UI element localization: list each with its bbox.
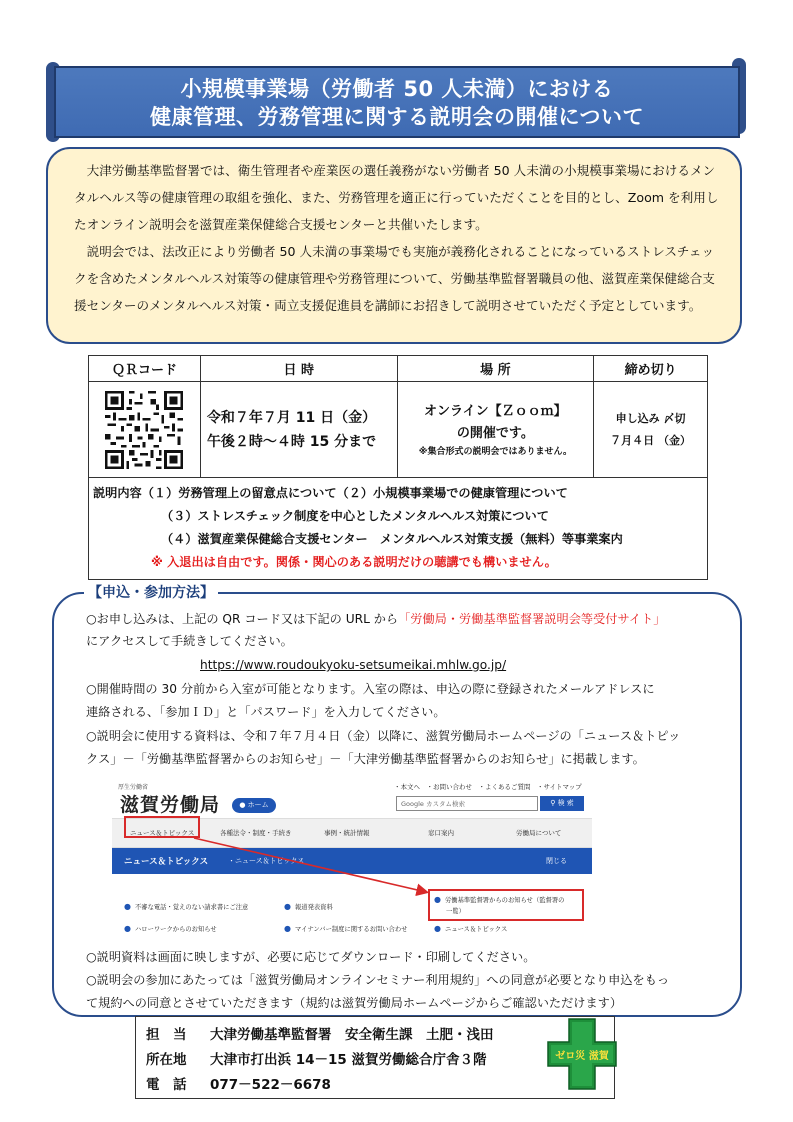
website-search-label: 検 索	[557, 799, 574, 807]
home-icon: ●	[239, 801, 246, 809]
title-line-2: 健康管理、労務管理に関する説明会の開催について	[149, 105, 645, 129]
contents-note: ※ 入退出は自由です。関係・関心のある説明だけの聴講でも構いません。	[151, 555, 557, 569]
contact-label-address: 所在地	[146, 1052, 187, 1068]
title-line-1: 小規模事業場（労働者 50 人未満）における	[180, 77, 614, 101]
qr-code-cell	[89, 382, 201, 478]
place-cell	[397, 382, 594, 478]
website-ministry-text: 厚生労働省	[118, 784, 149, 791]
datetime-line-1: 令和７年７月 11 日（金）	[206, 409, 377, 426]
website-nav-laws[interactable]: 各種法令・制度・手続き	[220, 829, 292, 837]
apply-line-6: クス」－「労働基準監督署からのお知らせ」－「大津労働基準監督署からのお知らせ」に掲載します。	[86, 752, 645, 766]
website-bar-close[interactable]: 閉じる	[546, 857, 567, 865]
apply-site-link[interactable]: 「労働局・労働基準監督署説明会等受付サイト」	[398, 612, 666, 626]
contents-line-2: （３）ストレスチェック制度を中心としたメンタルヘルス対策について	[161, 509, 549, 523]
header-place: 場 所	[397, 356, 594, 382]
badge-text: ゼロ災 滋賀	[555, 1051, 609, 1062]
contact-value-person: 大津労働基準監督署 安全衛生課 土肥・浅田	[210, 1027, 494, 1043]
website-search-input[interactable]: Google カスタム検索	[396, 796, 538, 811]
deadline-line-1: 申し込み 〆切	[615, 411, 686, 425]
contact-box	[135, 1016, 615, 1099]
website-item-bureau-notice[interactable]: ● 労働基準監督署からのお知らせ（監督署の	[434, 895, 564, 904]
arrow-icon	[112, 778, 598, 940]
apply-line-3: ○開催時間の 30 分前から入室が可能となります。入室の際は、申込の際に登録されたメールアドレスに	[86, 682, 655, 696]
zero-accident-cross-icon	[547, 1018, 617, 1090]
info-table	[88, 355, 708, 580]
header-datetime: 日 時	[200, 356, 397, 382]
place-line-1: オンライン【Ｚｏｏｍ】	[424, 403, 567, 419]
website-item-hellowork[interactable]: ● ハローワークからのお知らせ	[124, 924, 217, 933]
qr-code-icon[interactable]	[105, 391, 183, 469]
contact-row-person	[146, 1023, 494, 1043]
website-top-links[interactable]: ・本文へ ・お問い合わせ ・よくあるご質問 ・サイトマップ	[394, 783, 582, 791]
title-banner	[54, 66, 740, 138]
website-screenshot	[112, 778, 598, 940]
website-nav-about[interactable]: 労働局について	[516, 829, 562, 837]
place-line-2: の開催です。	[456, 425, 534, 441]
contact-value-address: 大津市打出浜 14－15 滋賀労働総合庁舎３階	[210, 1052, 487, 1068]
datetime-line-2: 午後２時～４時 15 分まで	[206, 433, 377, 450]
apply-line-9: て規約への同意とさせていただきます（規約は滋賀労働局ホームページからご確認いただけます）	[86, 996, 623, 1010]
apply-line-1	[86, 608, 736, 630]
website-nav-stats[interactable]: 事例・統計情報	[324, 829, 370, 837]
apply-line-8: ○説明会の参加にあたっては「滋賀労働局オンラインセミナー利用規約」への同意が必要となり申込をもっ	[86, 973, 670, 987]
contents-line-3: （４）滋賀産業保健総合支援センター メンタルヘルス対策支援（無料）等事業案内	[161, 532, 623, 546]
contact-label-person: 担 当	[146, 1027, 187, 1043]
apply-line-1a: ○お申し込みは、上記の QR コード又は下記の URL から	[86, 612, 399, 626]
deadline-cell	[594, 382, 708, 478]
contact-value-phone: 077－522－6678	[210, 1077, 331, 1093]
website-item-fraud[interactable]: ● 不審な電話・覚えのない請求書にご注意	[124, 902, 248, 911]
website-item-bureau-notice-2: 一覧）	[446, 908, 465, 915]
apply-label: 【申込・参加方法】	[84, 582, 218, 602]
contact-row-address	[146, 1048, 486, 1068]
contact-row-phone	[146, 1073, 331, 1093]
website-nav-news[interactable]: ニュース＆トピックス	[130, 829, 195, 837]
website-bar-crumb[interactable]: ・ニュース＆トピックス	[228, 857, 305, 865]
website-home-label: ホーム	[247, 801, 269, 809]
website-bar-title: ニュース＆トピックス	[124, 857, 209, 867]
contents-cell	[89, 478, 708, 580]
contents-line-1: 説明内容（１）労務管理上の留意点について（２）小規模事業場での健康管理について	[93, 486, 568, 500]
website-nav-office[interactable]: 窓口案内	[428, 829, 454, 837]
search-icon: ⚲	[550, 799, 556, 807]
deadline-line-2: ７月４日 （金）	[610, 433, 691, 447]
apply-line-2: にアクセスして手続きしてください。	[86, 634, 293, 648]
intro-box	[46, 147, 742, 344]
website-item-mynumber[interactable]: ● マイナンバー制度に関するお問い合わせ	[284, 924, 407, 933]
header-deadline: 締め切り	[594, 356, 708, 382]
website-logo: 滋賀労働局	[120, 794, 221, 816]
apply-url[interactable]: https://www.roudoukyoku-setsumeikai.mhlw.go.jp/	[200, 658, 507, 672]
contact-label-phone: 電 話	[146, 1077, 187, 1093]
website-item-news[interactable]: ● ニュース＆トピックス	[434, 924, 507, 933]
place-note: ※集合形式の説明会ではありません。	[418, 446, 572, 457]
apply-line-5: ○説明会に使用する資料は、令和７年７月４日（金）以降に、滋賀労働局ホームページの「ニュース＆トピッ	[86, 729, 681, 743]
intro-paragraph-2: 説明会では、法改正により労働者 50 人未満の事業場でも実施が義務化されることになっているストレスチェックを含めたメンタルヘルス対策等の健康管理や労務管理について、労働基準監督署職員の他、滋賀産業保健総合支援センターのメンタルヘルス対策・両立支援促進員を講師にお招きして説明させていただく予定としています。	[74, 244, 715, 313]
datetime-cell	[200, 382, 397, 478]
apply-line-4: 連絡される、「参加ＩＤ」と「パスワード」を入力してください。	[86, 705, 446, 719]
apply-line-7: ○説明資料は画面に映しますが、必要に応じてダウンロード・印刷してください。	[86, 950, 536, 964]
intro-paragraph-1: 大津労働基準監督署では、衛生管理者や産業医の選任義務がない労働者 50 人未満の小規模事業場におけるメンタルヘルス等の健康管理の取組を強化、また、労務管理を適正に行っていただくことを目的とし、Zoom を利用したオンライン説明会を滋賀産業保健総合支援センターと共催いたします。	[74, 163, 719, 232]
website-item-press[interactable]: ● 報道発表資料	[284, 902, 333, 911]
header-qr: ＱＲコード	[89, 356, 201, 382]
